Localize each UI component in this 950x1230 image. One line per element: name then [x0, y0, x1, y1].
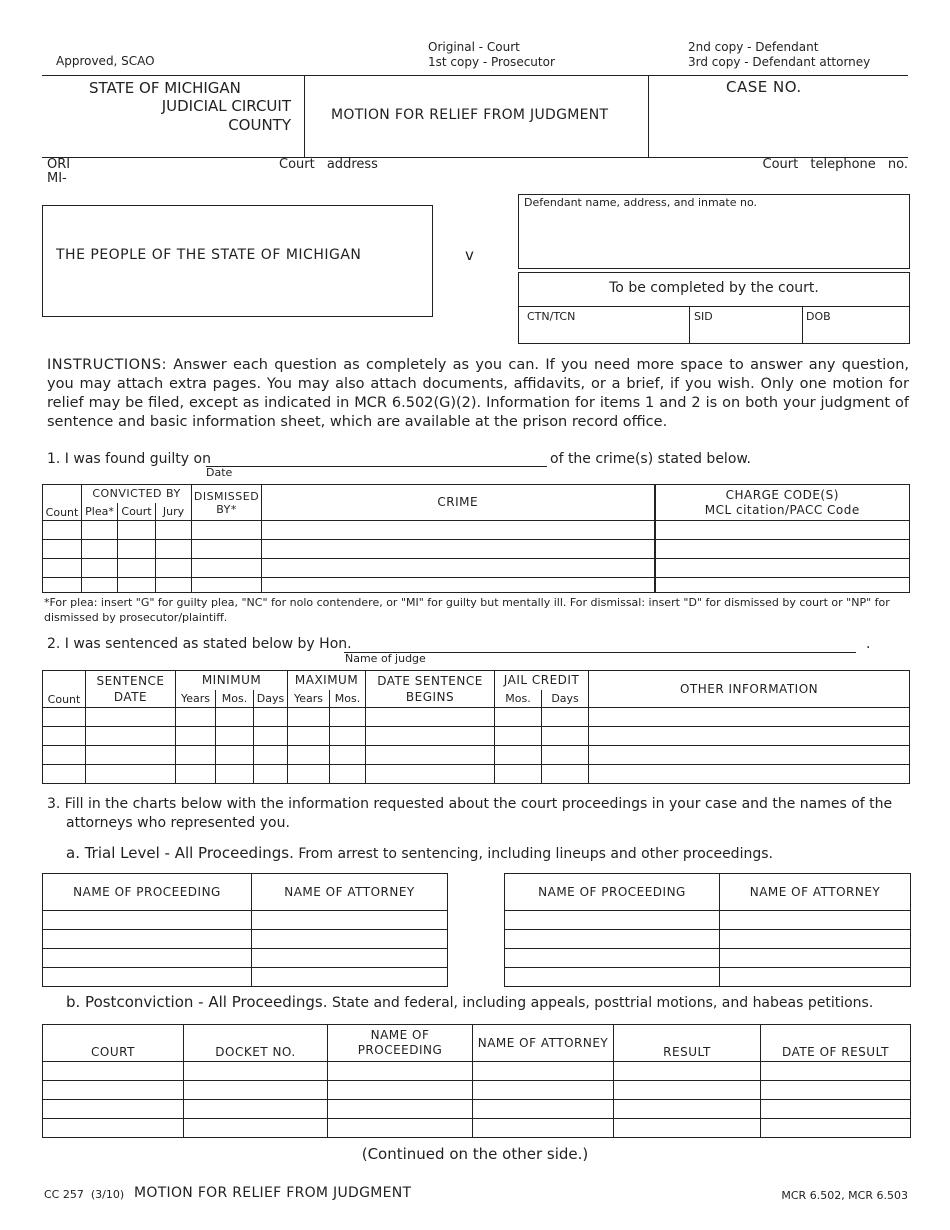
- date-begins-header: DATE SENTENCE BEGINS: [366, 671, 495, 708]
- postconviction-row[interactable]: [43, 1081, 911, 1100]
- charge-codes-title: CHARGE CODE(S): [725, 487, 839, 502]
- instructions-body: Answer each question as completely as you can. If you need more space to answer any question, you may attach extra pages. You may also attach documents, affidavits, or a brief, if you wish. Only one motion for relief may be filed, except as indicated in MCR 6.502(G)(2). Information for items 1 and 2 is on both your judgment of sentence and basic information sheet, which are available at the prison record office.: [47, 357, 909, 430]
- court-use-box: [518, 272, 910, 344]
- defendant-field[interactable]: [518, 194, 910, 269]
- item3b-desc: State and federal, including appeals, posttrial motions, and habeas petitions.: [331, 995, 874, 1011]
- item1-prefix: 1. I was found guilty on: [47, 451, 211, 467]
- footer-rules: MCR 6.502, MCR 6.503: [781, 1189, 908, 1202]
- versus-label: v: [465, 246, 474, 264]
- proceeding-col-header: NAME OF PROCEEDING: [328, 1025, 473, 1062]
- date-caption: Date: [206, 466, 233, 479]
- count-header-2: Count: [43, 671, 86, 708]
- max-mos-header: Mos.: [330, 690, 366, 708]
- min-mos-header: Mos.: [216, 690, 254, 708]
- trial-row[interactable]: [43, 911, 448, 930]
- judge-caption: Name of judge: [345, 652, 426, 665]
- item2-prefix: 2. I was sentenced as stated below by Hon.: [47, 636, 352, 652]
- trial-row[interactable]: [505, 968, 911, 987]
- mcl-subtitle: MCL citation/PACC Code: [704, 502, 860, 517]
- item2-period: .: [866, 636, 871, 652]
- result-col-header: RESULT: [614, 1025, 761, 1062]
- copy-original: Original - Court: [428, 40, 520, 54]
- minimum-header: MINIMUM: [176, 671, 288, 690]
- plea-header: Plea*: [82, 503, 118, 521]
- other-info-header: OTHER INFORMATION: [589, 671, 910, 708]
- min-days-header: Days: [254, 690, 288, 708]
- docket-col-header: DOCKET NO.: [184, 1025, 328, 1062]
- dob-field[interactable]: DOB: [806, 310, 831, 323]
- proceeding-header: NAME OF PROCEEDING: [43, 874, 252, 911]
- jury-header: Jury: [156, 503, 192, 521]
- jail-days-header: Days: [542, 690, 589, 708]
- jail-credit-header: JAIL CREDIT: [495, 671, 589, 690]
- postconviction-row[interactable]: [43, 1119, 911, 1138]
- sentence-row[interactable]: [43, 708, 910, 727]
- trial-row[interactable]: [43, 968, 448, 987]
- item3b-label: b. Postconviction - All Proceedings.: [66, 993, 328, 1011]
- court-phone-label: Court telephone no.: [762, 157, 908, 172]
- trial-table-right: [504, 873, 911, 987]
- court-col-header: COURT: [43, 1025, 184, 1062]
- court-use-label: To be completed by the court.: [609, 280, 819, 296]
- form-number: [44, 1188, 124, 1201]
- ctn-field[interactable]: CTN/TCN: [527, 310, 576, 323]
- plea-footnote: *For plea: insert "G" for guilty plea, "NC" for nolo contendere, or "MI" for guilty but mentally ill. For dismissal: insert "D" for dismissed by court or "NP" for dismissed by prosecutor/plaintiff.: [44, 596, 890, 624]
- sentence-date-header: SENTENCE DATE: [86, 671, 176, 708]
- jail-mos-header: Mos.: [495, 690, 542, 708]
- circuit-label: JUDICIAL CIRCUIT: [161, 97, 291, 115]
- trial-row[interactable]: [505, 930, 911, 949]
- maximum-header: MAXIMUM: [288, 671, 366, 690]
- count-header: Count: [43, 485, 82, 521]
- crime-row[interactable]: [43, 578, 910, 593]
- continued-note: (Continued on the other side.): [361, 1145, 589, 1163]
- copy-first: 1st copy - Prosecutor: [428, 55, 555, 69]
- crimes-table: [42, 484, 910, 593]
- defendant-label: Defendant name, address, and inmate no.: [524, 196, 758, 209]
- court-header: Court: [118, 503, 156, 521]
- attorney-col-header: NAME OF ATTORNEY: [473, 1025, 614, 1062]
- copy-second: 2nd copy - Defendant: [688, 40, 819, 54]
- convicted-by-header: CONVICTED BY: [82, 485, 192, 503]
- postconviction-row[interactable]: [43, 1062, 911, 1081]
- max-years-header: Years: [288, 690, 330, 708]
- trial-row[interactable]: [43, 949, 448, 968]
- conviction-date-field[interactable]: [206, 466, 547, 467]
- crime-row[interactable]: [43, 521, 910, 540]
- sid-field[interactable]: SID: [694, 310, 713, 323]
- instructions-label: INSTRUCTIONS:: [47, 357, 167, 373]
- mi-label: MI-: [47, 171, 67, 186]
- form-no: CC 257: [44, 1188, 84, 1201]
- instructions-text: [47, 356, 909, 432]
- trial-row[interactable]: [505, 949, 911, 968]
- state-label: STATE OF MICHIGAN: [89, 79, 241, 97]
- proceeding-header: NAME OF PROCEEDING: [505, 874, 720, 911]
- form-rev: (3/10): [90, 1188, 125, 1201]
- form-title: MOTION FOR RELIEF FROM JUDGMENT: [331, 107, 609, 123]
- trial-row[interactable]: [43, 930, 448, 949]
- postconviction-table: [42, 1024, 911, 1138]
- county-label: COUNTY: [228, 116, 291, 134]
- item3-text: 3. Fill in the charts below with the information requested about the court proceedings in your case and the names of the attorneys who represented you.: [47, 796, 893, 831]
- item1-suffix: of the crime(s) stated below.: [550, 451, 752, 467]
- attorney-header: NAME OF ATTORNEY: [252, 874, 448, 911]
- charge-codes-header: [655, 485, 910, 521]
- crime-row[interactable]: [43, 540, 910, 559]
- item3a-desc: From arrest to sentencing, including lineups and other proceedings.: [298, 846, 773, 862]
- case-no-label: CASE NO.: [726, 78, 802, 96]
- court-address-label: Court address: [279, 157, 378, 172]
- people-label: THE PEOPLE OF THE STATE OF MICHIGAN: [56, 247, 362, 263]
- attorney-header: NAME OF ATTORNEY: [720, 874, 911, 911]
- trial-row[interactable]: [505, 911, 911, 930]
- date-result-col-header: DATE OF RESULT: [761, 1025, 911, 1062]
- sentence-row[interactable]: [43, 727, 910, 746]
- min-years-header: Years: [176, 690, 216, 708]
- crime-row[interactable]: [43, 559, 910, 578]
- approved-label: Approved, SCAO: [56, 54, 155, 68]
- crime-header: CRIME: [262, 485, 655, 521]
- postconviction-row[interactable]: [43, 1100, 911, 1119]
- trial-table-left: [42, 873, 448, 987]
- copy-third: 3rd copy - Defendant attorney: [688, 55, 871, 69]
- sentence-row[interactable]: [43, 765, 910, 784]
- dismissed-by-header: DISMISSED BY*: [192, 485, 262, 521]
- item3b-text: [66, 993, 873, 1011]
- sentence-row[interactable]: [43, 746, 910, 765]
- item3a-text: [66, 844, 773, 862]
- sentence-table: [42, 670, 910, 784]
- footer-title: MOTION FOR RELIEF FROM JUDGMENT: [134, 1185, 412, 1201]
- item3a-label: a. Trial Level - All Proceedings.: [66, 844, 294, 862]
- people-box: [42, 205, 433, 317]
- ori-label: ORI: [47, 157, 71, 172]
